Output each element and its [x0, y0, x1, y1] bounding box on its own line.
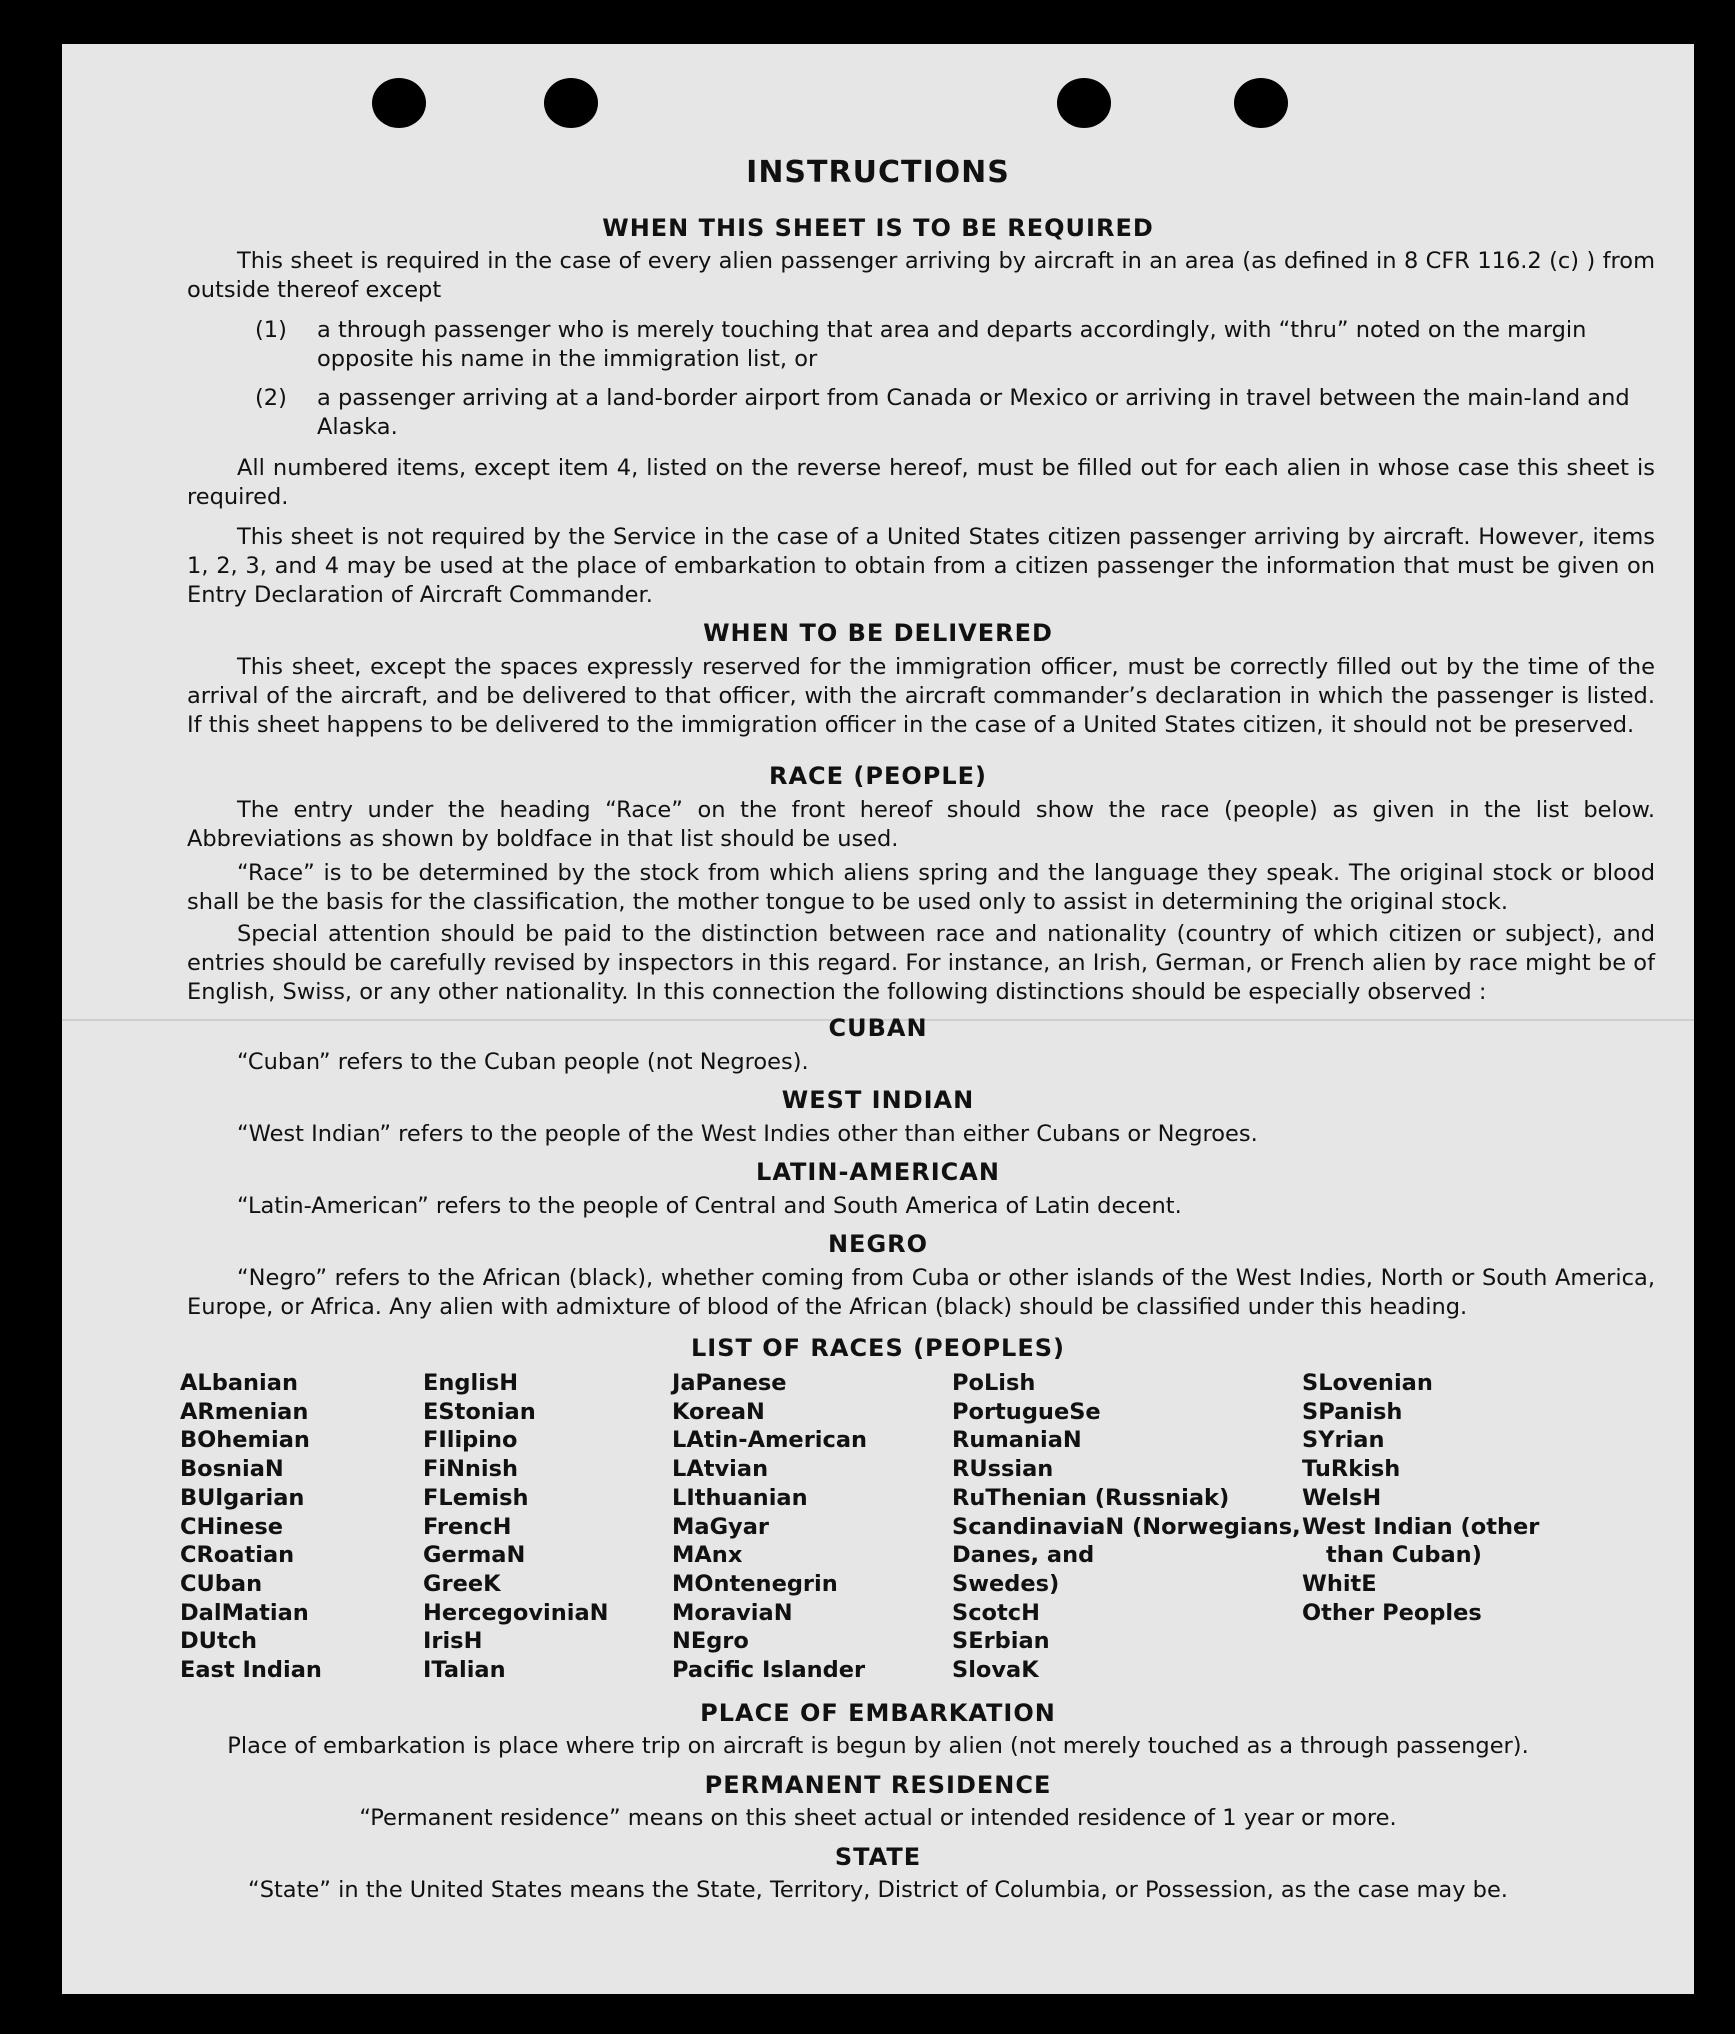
heading-required: WHEN THIS SHEET IS TO BE REQUIRED [602, 214, 1154, 242]
heading-state: STATE [834, 1843, 922, 1871]
exception-item-1 [255, 316, 1655, 374]
punch-hole [1057, 78, 1111, 128]
race-item: SPanish [1302, 1398, 1403, 1425]
race-item: SLovenian [1302, 1370, 1433, 1396]
race-item: BUlgarian [180, 1484, 305, 1511]
heading-west-indian: WEST INDIAN [781, 1086, 975, 1114]
page-title: INSTRUCTIONS [746, 155, 1010, 190]
race-item: TuRkish [1302, 1456, 1401, 1483]
race-item: BOhemian [180, 1427, 310, 1454]
negro-text: “Negro” refers to the African (black), whether coming from Cuba or other islands of the West Indies, North or South America, Europe, or Africa. Any alien with admixture of blood of the African (black) should be classified under this heading. [187, 1265, 1655, 1320]
heading-list-of-races: LIST OF RACES (PEOPLES) [691, 1334, 1065, 1362]
race-item: GreeK [423, 1570, 501, 1597]
race-item: than Cuban) [1326, 1542, 1482, 1569]
residence-text: “Permanent residence” means on this sheet actual or intended residence of 1 year or more. [359, 1805, 1397, 1831]
race-item: CRoatian [180, 1542, 295, 1569]
races-column-2 [423, 1369, 608, 1685]
race-item: SYrian [1302, 1427, 1385, 1454]
cuban-text: “Cuban” refers to the Cuban people (not Negroes). [237, 1049, 809, 1075]
race-item: LIthuanian [672, 1484, 808, 1511]
required-intro: This sheet is required in the case of every alien passenger arriving by aircraft in an area (as defined in 8 CFR 116.2 (c) ) from outside thereof except [187, 248, 1655, 303]
races-column-4 [952, 1369, 1301, 1685]
races-column-1 [180, 1369, 322, 1685]
race-item: WhitE [1302, 1570, 1377, 1597]
heading-race: RACE (PEOPLE) [768, 762, 988, 790]
embarkation-text: Place of embarkation is place where trip on aircraft is begun by alien (not merely touched as a through passenger). [227, 1733, 1529, 1759]
race-item: RuThenian (Russniak) [952, 1484, 1230, 1511]
heading-negro: NEGRO [827, 1230, 929, 1258]
delivered-text: This sheet, except the spaces expressly reserved for the immigration officer, must be correctly filled out by the time of the arrival of the aircraft, and be delivered to that officer, with the aircraft commander’s declaration in which the passenger is listed. If this sheet happens to be delivered to the immigration officer in the case of a United States citizen, it should not be preserved. [187, 654, 1655, 738]
race-item: MoraviaN [672, 1599, 793, 1626]
race-item: CHinese [180, 1513, 283, 1540]
races-column-5 [1302, 1369, 1539, 1627]
required-para-2: This sheet is not required by the Service in the case of a United States citizen passenger arriving by aircraft. However, items 1, 2, 3, and 4 may be used at the place of embarkation to obtain from a citizen passenger the information that must be given on Entry Declaration of Aircraft Commander. [187, 524, 1655, 608]
race-item: East Indian [180, 1657, 322, 1684]
race-item: RumaniaN [952, 1427, 1082, 1454]
item-text: a passenger arriving at a land-border airport from Canada or Mexico or arriving in travel between the main-land and Alaska. [317, 385, 1630, 440]
race-para-3: Special attention should be paid to the distinction between race and nationality (country of which citizen or subject), and entries should be carefully revised by inspectors in this regard. For instance, an Irish, German, or French alien by race might be of English, Swiss, or any other nationality. In this connection the following distinctions should be especially observed : [187, 921, 1655, 1005]
race-item: LAtin-American [672, 1427, 868, 1454]
race-item: RUssian [952, 1456, 1054, 1483]
document-sheet [62, 44, 1694, 1994]
race-item: JaPanese [672, 1370, 787, 1396]
race-item: FIlipino [423, 1427, 518, 1454]
race-item: WelsH [1302, 1484, 1382, 1511]
race-item: PoLish [952, 1370, 1036, 1396]
race-item: ScandinaviaN (Norwegians, [952, 1513, 1301, 1540]
item-number: (2) [255, 385, 287, 411]
latin-american-text: “Latin-American” refers to the people of Central and South America of Latin decent. [237, 1193, 1182, 1219]
west-indian-text: “West Indian” refers to the people of the West Indies other than either Cubans or Negroes. [237, 1121, 1258, 1147]
race-item: LAtvian [672, 1456, 769, 1483]
race-item: DalMatian [180, 1599, 309, 1626]
race-item: BosniaN [180, 1456, 284, 1483]
item-text: a through passenger who is merely touching that area and departs accordingly, with “thru” noted on the margin opposite his name in the immigration list, or [317, 317, 1587, 372]
race-item: FrencH [423, 1513, 512, 1540]
race-item: NEgro [672, 1628, 749, 1655]
race-item: ALbanian [180, 1370, 298, 1396]
item-number: (1) [255, 317, 287, 343]
punch-hole [1234, 78, 1288, 128]
race-item: CUban [180, 1570, 263, 1597]
race-item: ARmenian [180, 1398, 309, 1425]
exception-item-2 [255, 384, 1655, 442]
race-item: West Indian (other [1302, 1513, 1540, 1540]
race-item: IrisH [423, 1628, 483, 1655]
race-item: ITalian [423, 1657, 506, 1684]
race-item: Danes, and [952, 1542, 1095, 1569]
heading-delivered: WHEN TO BE DELIVERED [703, 619, 1053, 647]
race-item: EnglisH [423, 1370, 519, 1396]
race-item: SErbian [952, 1628, 1050, 1655]
heading-latin-american: LATIN-AMERICAN [756, 1158, 1000, 1186]
race-para-1: The entry under the heading “Race” on the front hereof should show the race (people) as given in the list below. Abbreviations as shown by boldface in that list should be used. [187, 797, 1655, 852]
race-item: MOntenegrin [672, 1570, 838, 1597]
race-item: MAnx [672, 1542, 743, 1569]
race-item: ScotcH [952, 1599, 1040, 1626]
race-item: HercegoviniaN [423, 1599, 609, 1626]
race-item: Swedes) [952, 1570, 1060, 1597]
races-column-3 [672, 1369, 867, 1685]
state-text: “State” in the United States means the State, Territory, District of Columbia, or Possession, as the case may be. [248, 1877, 1508, 1903]
race-item: PortugueSe [952, 1398, 1101, 1425]
race-item: Other Peoples [1302, 1599, 1482, 1626]
race-item: KoreaN [672, 1398, 765, 1425]
race-item: EStonian [423, 1398, 536, 1425]
race-item: MaGyar [672, 1513, 769, 1540]
race-para-2: “Race” is to be determined by the stock from which aliens spring and the language they speak. The original stock or blood shall be the basis for the classification, the mother tongue to be used only to assist in determining the original stock. [187, 860, 1655, 915]
required-para-1: All numbered items, except item 4, listed on the reverse hereof, must be filled out for each alien in whose case this sheet is required. [187, 455, 1655, 510]
heading-residence: PERMANENT RESIDENCE [704, 1771, 1052, 1799]
race-item: DUtch [180, 1628, 258, 1655]
heading-cuban: CUBAN [828, 1014, 928, 1042]
race-item: FLemish [423, 1484, 529, 1511]
race-item: SlovaK [952, 1657, 1039, 1684]
heading-embarkation: PLACE OF EMBARKATION [700, 1699, 1056, 1727]
race-item: FiNnish [423, 1456, 519, 1483]
race-item: GermaN [423, 1542, 526, 1569]
punch-hole [372, 78, 426, 128]
punch-hole [544, 78, 598, 128]
race-item: Pacific Islander [672, 1657, 866, 1684]
